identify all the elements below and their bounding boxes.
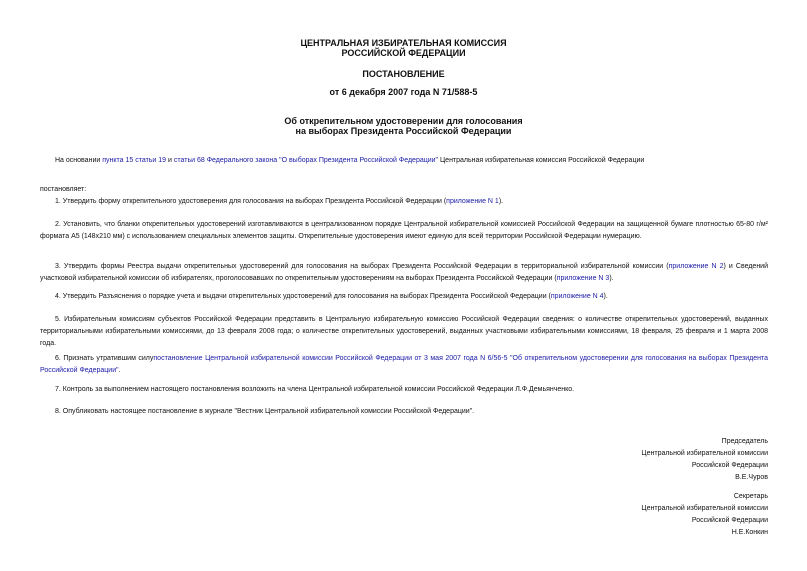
doc-type: ПОСТАНОВЛЕНИЕ (362, 69, 445, 79)
preamble-text-3: Центральная избирательная комиссия Российской Федерации (438, 157, 645, 164)
preamble-text-1: На основании (55, 157, 103, 164)
item-6-text: 6. Признать утратившим силу (55, 355, 154, 362)
doc-date: от 6 декабря 2007 года N 71/588-5 (329, 87, 478, 97)
link-appendix-4[interactable]: приложение N 4 (550, 293, 604, 300)
preamble (55, 155, 775, 167)
org-name-line2: РОССИЙСКОЙ ФЕДЕРАЦИИ (341, 48, 466, 58)
secretary-role: Секретарь (733, 493, 768, 500)
link-resolution-6-56-5[interactable]: постановление Центральной избирательной комиссии Российской Федерации от 3 мая 2007 года N 6/56-5 "Об открепительном удостоверении для голосования на выборах Президента Российской Федерации" (40, 355, 768, 374)
item-4-tail: ). (603, 293, 608, 300)
link-appendix-1[interactable]: приложение N 1 (446, 198, 499, 205)
item-5: 5. Избирательным комиссиям субъектов Российской Федерации представить в Центральную избирательную комиссию Российской Федерации сведения: о количестве открепительных удостоверений, выданных территориальными избирательными комиссиями, до 13 февраля 2008 года; о количестве открепительных удостоверений, выданных участковыми избирательными комиссиями, 18 февраля, 25 февраля и 1 марта 2008 года. (40, 316, 768, 347)
signature-chairman (641, 436, 768, 484)
item-3-tail: ). (609, 275, 614, 282)
secretary-name: Н.Е.Конкин (731, 529, 768, 536)
secretary-org-line1: Центральной избирательной комиссии (641, 505, 768, 512)
item-6 (40, 353, 768, 377)
item-1 (55, 196, 775, 208)
item-3-text: 3. Утвердить формы Реестра выдачи открепительных удостоверений для голосования на выборах Президента Российской Федерации в территориальной избирательной комиссии ( (55, 263, 669, 270)
item-6-tail: . (118, 367, 121, 374)
decides-label: постановляет: (40, 186, 87, 193)
item-3 (40, 261, 768, 285)
signature-secretary (641, 491, 768, 539)
link-appendix-3[interactable]: приложение N 3 (556, 275, 610, 282)
item-8: 8. Опубликовать настоящее постановление в журнале "Вестник Центральной избирательной комиссии Российской Федерации". (55, 408, 475, 415)
chairman-org-line1: Центральной избирательной комиссии (641, 450, 768, 457)
link-article-68-law[interactable]: статьи 68 Федерального закона "О выборах Президента Российской Федерации" (173, 157, 439, 164)
org-name-line1: ЦЕНТРАЛЬНАЯ ИЗБИРАТЕЛЬНАЯ КОМИССИЯ (300, 38, 507, 48)
item-1-text: 1. Утвердить форму открепительного удостоверения для голосования на выборах Президента Российской Федерации ( (55, 198, 447, 205)
item-3-mid: ) и Сведений участковой избирательной комиссии об избирателях, проголосовавших по открепительным удостоверениям на выборах Президента Российской Федерации ( (40, 263, 769, 282)
item-1-tail: ). (498, 198, 504, 205)
link-article-19[interactable]: пункта 15 статьи 19 (102, 157, 167, 164)
preamble-text-2: и (166, 157, 174, 164)
item-7: 7. Контроль за выполнением настоящего постановления возложить на члена Центральной избирательной комиссии Российской Федерации Л.Ф.Демьянченко. (55, 386, 575, 393)
chairman-name: В.Е.Чуров (735, 474, 768, 481)
secretary-org-line2: Российской Федерации (691, 517, 768, 524)
chairman-role: Председатель (721, 438, 768, 445)
item-2: 2. Установить, что бланки открепительных удостоверений изготавливаются в централизованном порядке Центральной избирательной комиссией Российской Федерации на защищенной бумаге плотностью 65-80 г/м² формата А5 (148х210 мм) с использованием специальных элементов защиты. Открепительные удостоверения имеют единую для всей территории Российской Федерации нумерацию. (40, 221, 768, 240)
doc-title-line1: Об открепительном удостоверении для голосования (284, 116, 523, 126)
doc-title-line2: на выборах Президента Российской Федерации (295, 126, 512, 136)
item-4 (55, 291, 775, 303)
link-appendix-2[interactable]: приложение N 2 (668, 263, 724, 270)
item-4-text: 4. Утвердить Разъяснения о порядке учета и выдачи открепительных удостоверений для голосования на выборах Президента Российской Федерации ( (55, 293, 551, 300)
chairman-org-line2: Российской Федерации (691, 462, 768, 469)
